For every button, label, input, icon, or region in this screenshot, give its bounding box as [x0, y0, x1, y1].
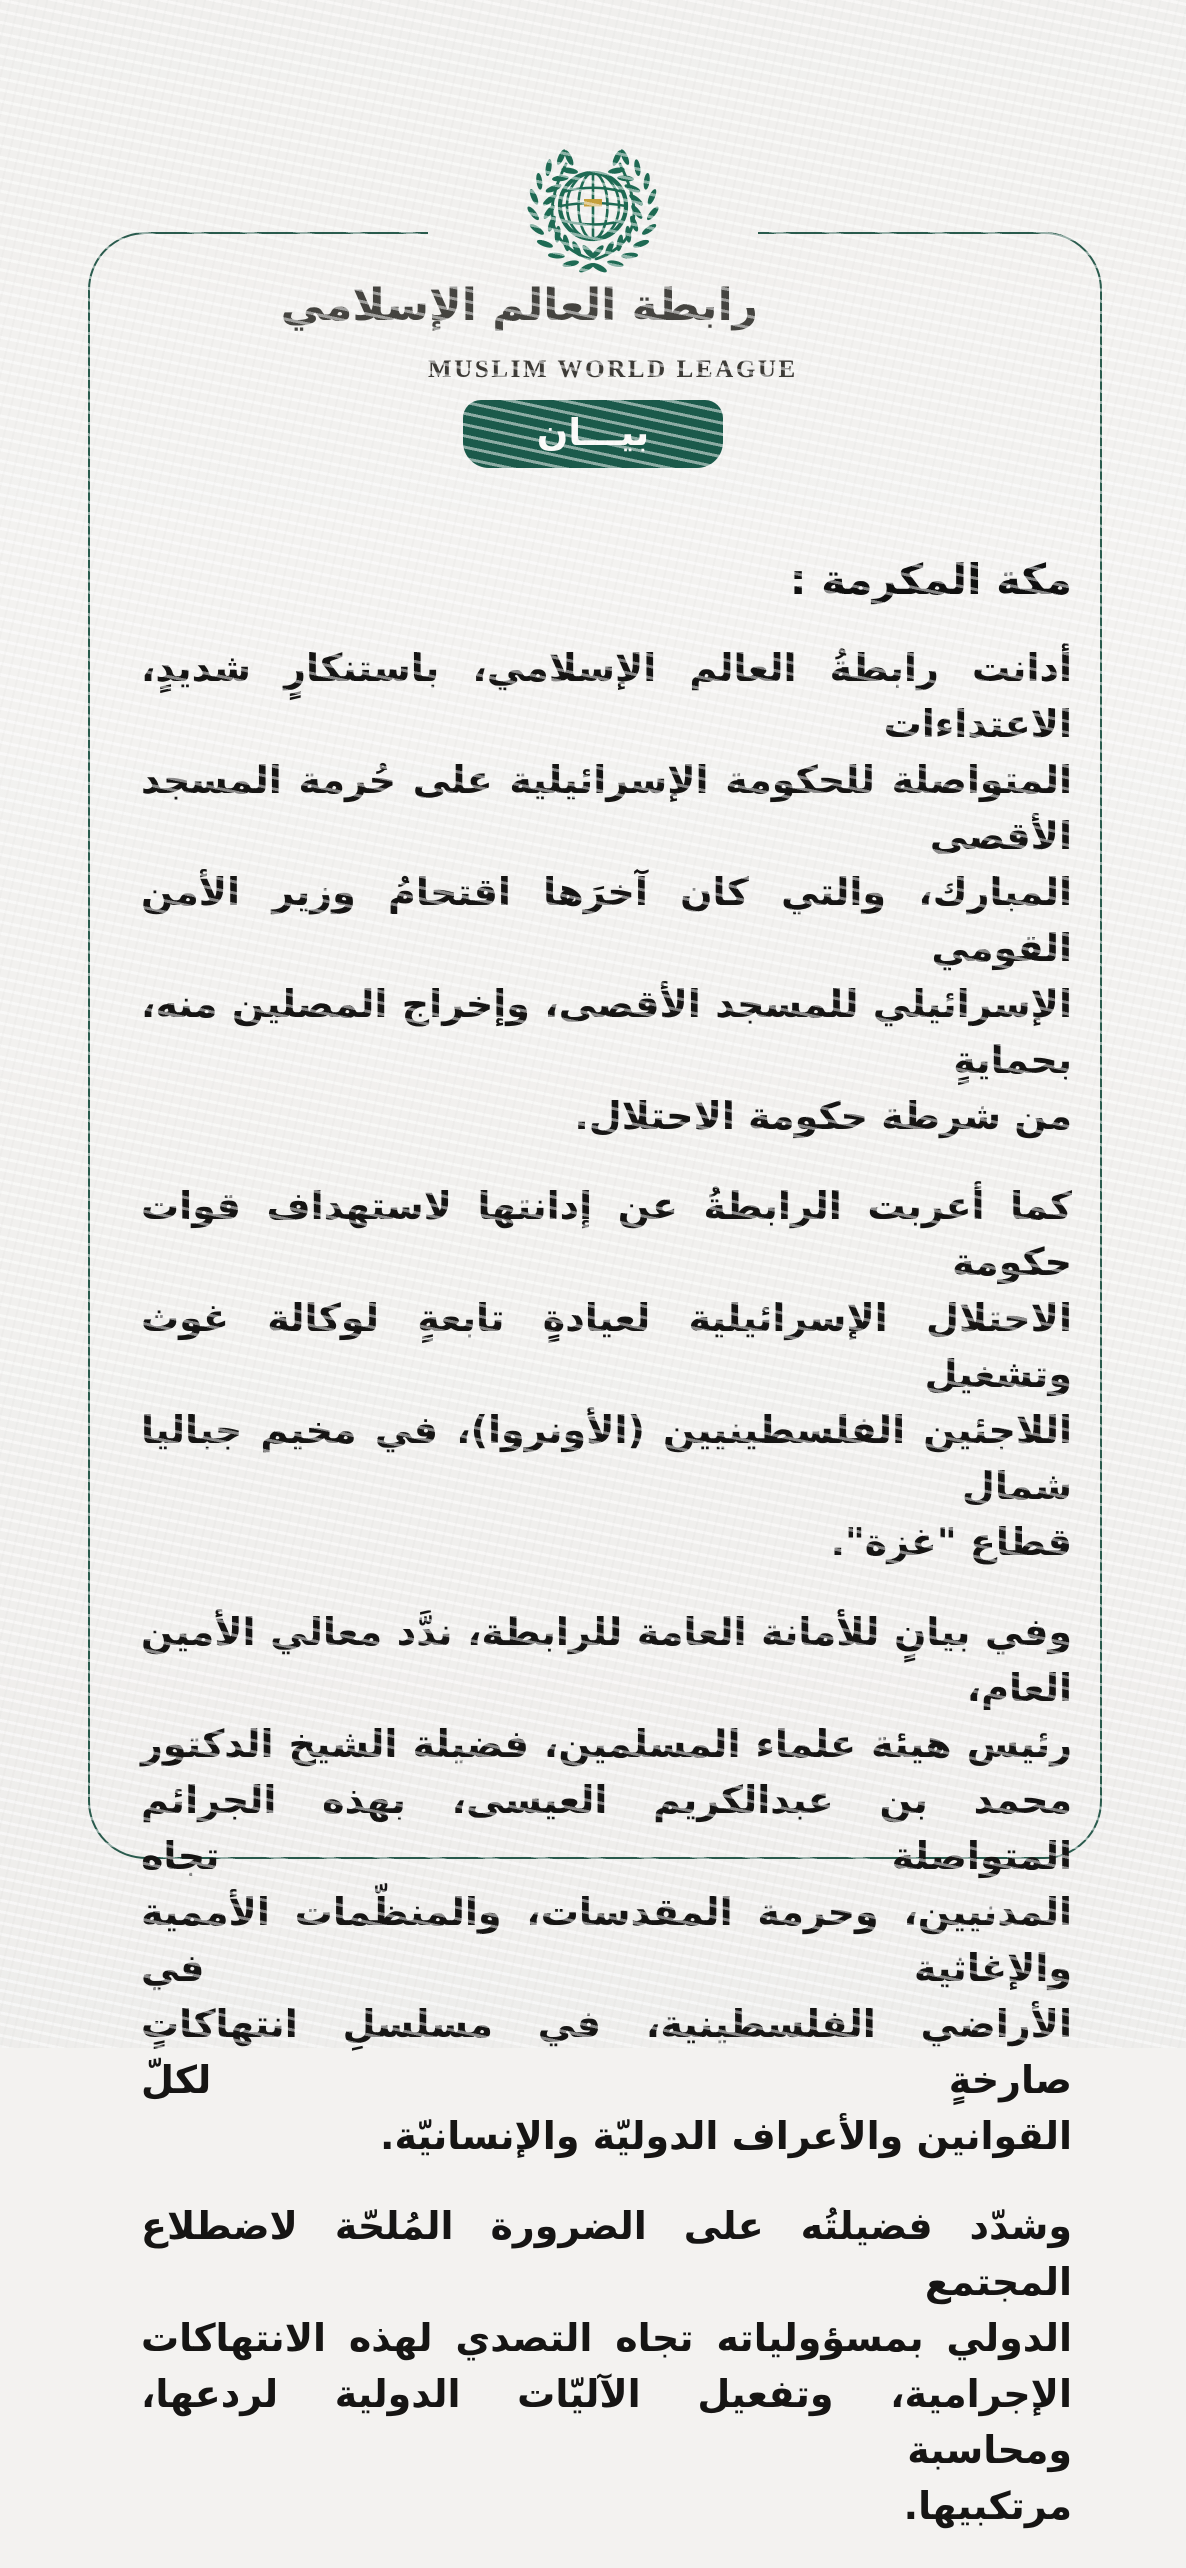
text-line: من شرطة حكومة الاحتلال. — [574, 1094, 1072, 1138]
text-line: الأراضي الفلسطينية، في مسلسلِ انتهاكاتٍ صارخةٍ لكلّ — [141, 2002, 1072, 2102]
paragraph — [141, 640, 1072, 1144]
text-line: مرتكبيها. — [903, 2484, 1072, 2528]
statement-banner — [463, 400, 723, 468]
laurel-wreath-globe-icon — [523, 142, 663, 282]
text-line: الاحتلال الإسرائيلية لعيادةٍ تابعةٍ لوكالة غوث وتشغيل — [141, 1296, 1072, 1396]
text-line: المدنيين، وحرمة المقدسات، والمنظّمات الأممية والإغاثية في — [141, 1890, 1072, 1990]
text-line: كما أعربت الرابطةُ عن إدانتها لاستهداف قوات حكومة — [141, 1184, 1072, 1284]
text-line: الإجرامية، وتفعيل الآليّات الدولية لردعها، ومحاسبة — [141, 2372, 1072, 2472]
paragraph — [141, 1178, 1072, 1570]
text-line: أدانت رابطةُ العالم الإسلامي، باستنكارٍ شديدٍ، الاعتداءات — [141, 646, 1072, 746]
paragraph — [141, 2198, 1072, 2534]
mwl-english-wordmark: MUSLIM WORLD LEAGUE — [428, 356, 798, 383]
text-line: المتواصلة للحكومة الإسرائيلية على حُرمة المسجد الأقصى — [141, 758, 1072, 858]
text-line: قطاع "غزة". — [830, 1520, 1072, 1564]
banner-label: بيـــان — [536, 410, 650, 454]
text-line: محمد بن عبدالكريم العيسى، بهذه الجرائم المتواصلة تجاه — [141, 1778, 1072, 1878]
text-line: وشدّد فضيلتُه على الضرورة المُلحّة لاضطلاع المجتمع — [141, 2204, 1072, 2304]
kaaba-gold-band — [584, 199, 602, 207]
text-line: المبارك، والتي كان آخرَها اقتحامُ وزير الأمن القومي — [141, 870, 1072, 970]
text-line: وفي بيانٍ للأمانة العامة للرابطة، ندَّد معالي الأمين العام، — [141, 1610, 1072, 1710]
paragraph — [141, 1604, 1072, 2164]
mwl-logo — [280, 138, 798, 394]
text-line: الدولي بمسؤولياته تجاه التصدي لهذه الانتهاكات — [141, 2316, 1072, 2360]
mwl-arabic-wordmark: رابطة العالم الإسلامي — [280, 280, 758, 331]
text-line: الإسرائيلي للمسجد الأقصى، وإخراج المصلين منه، بحمايةٍ — [141, 982, 1072, 1082]
text-line: رئيس هيئة علماء المسلمين، فضيلة الشيخ الدكتور — [141, 1722, 1072, 1766]
dateline: مكة المكرمة : — [789, 555, 1072, 604]
text-line: اللاجئين الفلسطينيين (الأونروا)، في مخيم جباليا شمال — [141, 1408, 1072, 1508]
statement-body — [141, 552, 1072, 2568]
text-line: القوانين والأعراف الدوليّة والإنسانيّة. — [380, 2114, 1072, 2158]
